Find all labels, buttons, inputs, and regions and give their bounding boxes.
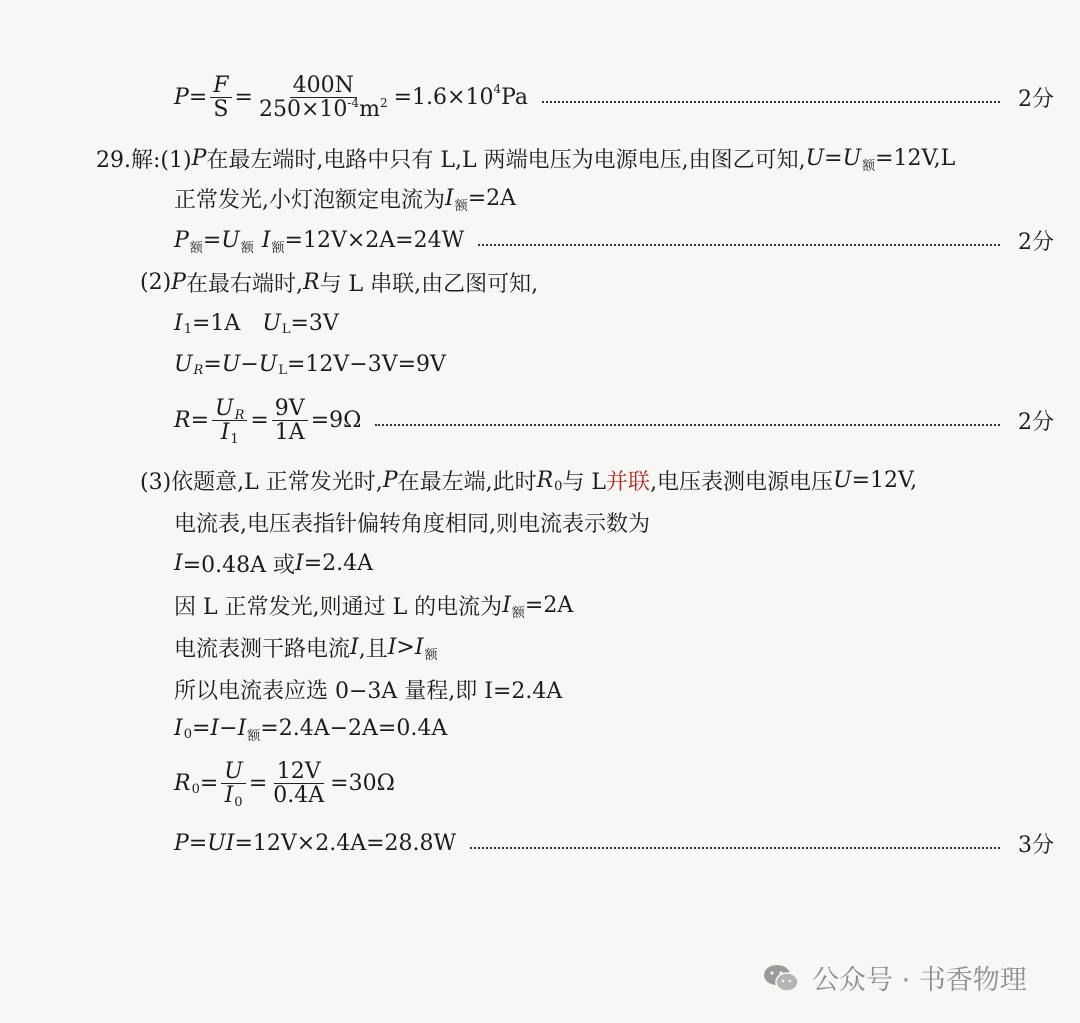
question-label: 29.解:(1) xyxy=(96,148,192,173)
var-i: I xyxy=(387,635,397,660)
frac-num: F xyxy=(210,74,231,98)
q29-part2-values xyxy=(174,311,1080,336)
subscript: 0 xyxy=(191,782,200,798)
text: 正常发光,小灯泡额定电流为 xyxy=(174,188,445,213)
value: =12V×2.4A=28.8W xyxy=(234,831,457,856)
text: 与 L xyxy=(562,470,607,495)
var-u: U xyxy=(842,146,862,171)
value: =2A xyxy=(524,593,574,618)
var-p: P xyxy=(174,85,189,111)
q29-part3-line1 xyxy=(140,465,1080,496)
frac-den xyxy=(256,98,391,121)
var-i: I xyxy=(414,635,424,660)
q29-part1-power xyxy=(174,225,1058,256)
var-u: U xyxy=(221,352,241,377)
score: 2分 xyxy=(1018,230,1054,255)
subscript: 额 xyxy=(240,241,254,256)
fraction-f-over-s xyxy=(210,74,231,121)
part-label: (2) xyxy=(140,270,172,295)
value: =12V×2A=24W xyxy=(284,228,465,253)
equals: = xyxy=(248,771,268,797)
subscript: 0 xyxy=(234,795,243,811)
q29-part3-line2 xyxy=(174,507,1080,538)
q29-part3-line6 xyxy=(174,674,1080,705)
subscript: 1 xyxy=(230,432,239,448)
var-r: R xyxy=(174,771,191,797)
part-label: (3)依题意,L 正常发光时, xyxy=(140,470,383,495)
text: 在最右端时, xyxy=(185,272,303,297)
text: 因 L 正常发光,则通过 L 的电流为 xyxy=(174,595,503,620)
q29-part2-ur xyxy=(174,352,1080,377)
highlighted-text: 并联 xyxy=(606,470,651,495)
equals: = xyxy=(250,408,269,434)
var-p: P xyxy=(174,228,189,253)
equals: = xyxy=(202,228,222,253)
subscript: L xyxy=(278,363,287,378)
minus: − xyxy=(219,716,238,741)
q29-part3-power xyxy=(174,828,1058,859)
var-i: I xyxy=(224,783,234,809)
fraction-u-over-i0 xyxy=(221,759,246,811)
text: 在最左端,此时 xyxy=(397,470,537,495)
wechat-watermark xyxy=(762,958,1027,997)
var-u: U xyxy=(215,396,234,421)
var-i: I xyxy=(174,311,183,336)
score: 2分 xyxy=(1018,410,1054,436)
text: 电流表测干路电流 xyxy=(174,637,351,662)
formula-pressure xyxy=(174,74,1058,121)
leader-dots xyxy=(375,424,1000,426)
text: ,电压表测电源电压 xyxy=(650,470,834,495)
value: =12V, xyxy=(851,468,918,493)
var-u: U xyxy=(174,352,193,377)
exponent: -4 xyxy=(347,96,360,111)
var-ui: UI xyxy=(207,831,235,856)
equals: = xyxy=(234,85,253,111)
equals: = xyxy=(824,146,843,171)
value: =12V,L xyxy=(875,146,956,171)
value: =12V−3V=9V xyxy=(286,352,446,377)
frac-den: 1A xyxy=(274,420,305,446)
var-p: P xyxy=(174,831,189,856)
subscript: 1 xyxy=(183,322,192,337)
var-p: P xyxy=(382,468,398,493)
var-r: R xyxy=(302,270,320,295)
q29-part3-r0 xyxy=(174,759,1080,811)
value: =9Ω xyxy=(310,408,362,434)
score: 3分 xyxy=(1018,833,1054,858)
fraction-values xyxy=(272,397,308,444)
unit: Pa xyxy=(501,85,529,111)
frac-num: 9V xyxy=(272,397,308,421)
frac-num: U xyxy=(221,760,246,784)
leader-dots xyxy=(478,244,1000,246)
var-i: I xyxy=(174,551,183,576)
text: ,且 xyxy=(358,637,388,662)
var-i: I xyxy=(295,551,304,576)
fraction-values xyxy=(256,74,391,121)
exponent: 2 xyxy=(379,96,388,111)
var-i: I xyxy=(210,716,220,741)
equals: = xyxy=(190,408,210,434)
frac-num: 12V xyxy=(274,760,324,784)
exponent: 4 xyxy=(493,81,502,96)
q29-part3-line5 xyxy=(174,632,1080,663)
frac-num: 400N xyxy=(290,74,357,98)
var-i: I xyxy=(445,186,454,211)
result: =1.6×10 xyxy=(393,85,494,111)
leader-dots xyxy=(542,101,1000,103)
subscript: 额 xyxy=(189,241,203,256)
value: =2.4A xyxy=(303,551,374,576)
wechat-icon xyxy=(762,963,800,993)
var-u: U xyxy=(258,352,278,377)
den-part: 250×10 xyxy=(258,97,348,123)
var-i: I xyxy=(237,716,247,741)
q29-part3-line4 xyxy=(174,590,1080,621)
equals: = xyxy=(199,771,219,797)
frac-num xyxy=(212,397,247,421)
value: =1A xyxy=(191,311,241,336)
var-u: U xyxy=(221,228,240,253)
text: 与 L 串联,由乙图可知, xyxy=(319,272,539,297)
frac-den xyxy=(218,420,242,448)
var-i: I xyxy=(220,420,230,446)
q29-part2-line1 xyxy=(140,267,1080,298)
subscript: L xyxy=(281,322,291,337)
subscript: 额 xyxy=(424,648,438,663)
subscript: 额 xyxy=(247,729,261,744)
fraction-ur-over-i1 xyxy=(212,396,247,448)
value: =30Ω xyxy=(330,771,395,797)
fraction-values xyxy=(270,760,327,807)
q29-part1-line2 xyxy=(174,183,1080,214)
minus: − xyxy=(240,352,259,377)
equals: = xyxy=(191,716,211,741)
var-p: P xyxy=(171,270,186,295)
var-i: I xyxy=(502,593,511,618)
equals: = xyxy=(188,831,208,856)
frac-den: S xyxy=(213,97,229,123)
subscript: 额 xyxy=(862,159,876,174)
value: =0.48A 或 xyxy=(182,553,296,578)
subscript: 0 xyxy=(183,727,192,742)
den-unit: m xyxy=(359,97,380,123)
text: 在最左端时,电路中只有 L,L 两端电压为电源电压,由图乙可知, xyxy=(206,148,806,173)
score: 2分 xyxy=(1018,87,1054,113)
subscript: R xyxy=(234,408,245,423)
text: 所以电流表应选 0−3A 量程,即 I=2.4A xyxy=(174,679,563,704)
equals: = xyxy=(188,85,208,111)
value: =2A xyxy=(467,186,517,211)
var-u: U xyxy=(833,468,852,493)
greater-than: > xyxy=(396,635,415,660)
var-i: I xyxy=(174,716,183,741)
watermark-text: 公众号 · 书香物理 xyxy=(812,965,1027,996)
value: =2.4A−2A=0.4A xyxy=(260,716,448,741)
subscript: 额 xyxy=(511,606,525,621)
var-u: U xyxy=(262,311,281,336)
q29-part2-resistance xyxy=(174,396,1058,448)
var-u: U xyxy=(805,146,825,171)
leader-dots xyxy=(470,847,1000,849)
q29-part3-current-options xyxy=(174,548,1080,579)
var-i: I xyxy=(350,635,359,660)
frac-den xyxy=(222,783,246,811)
q29-part1-line1 xyxy=(96,143,1080,174)
text: 电流表,电压表指针偏转角度相同,则电流表示数为 xyxy=(174,512,650,537)
subscript: R xyxy=(193,363,204,378)
subscript: 额 xyxy=(271,241,285,256)
var-r: R xyxy=(174,408,191,434)
equals: = xyxy=(203,352,222,377)
var-p: P xyxy=(191,146,207,171)
subscript: 额 xyxy=(454,199,468,214)
q29-part3-i0 xyxy=(174,716,1080,744)
subscript: 0 xyxy=(554,479,563,494)
value: =3V xyxy=(290,311,339,336)
frac-den: 0.4A xyxy=(273,783,325,809)
var-i: I xyxy=(261,228,271,253)
var-r: R xyxy=(536,468,554,493)
